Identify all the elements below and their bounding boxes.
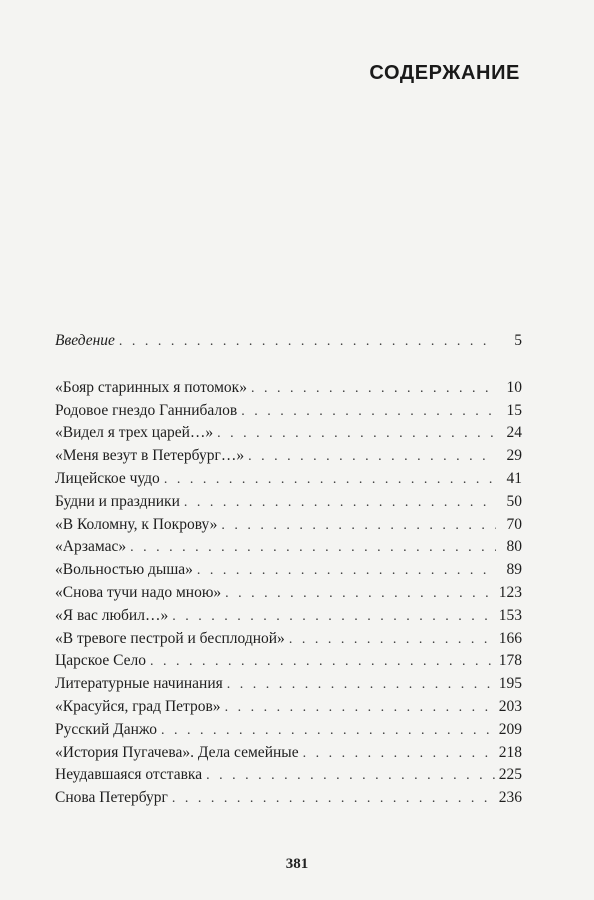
toc-entry-page: 15 <box>506 401 522 419</box>
toc-entry <box>55 400 522 423</box>
toc-entry-title: Лицейское чудо <box>55 469 160 487</box>
toc-leader-dots <box>251 378 496 401</box>
toc-entry <box>55 696 522 719</box>
toc-leader-dots <box>206 765 495 788</box>
toc-entry-title: «Меня везут в Петербург…» <box>55 447 245 465</box>
toc-entry-page: 80 <box>506 538 522 556</box>
toc-leader-dots <box>225 583 495 606</box>
toc-entry-title: «Бояр старинных я потомок» <box>55 378 247 396</box>
toc-entry <box>55 742 522 765</box>
toc-entry-page: 89 <box>506 561 522 579</box>
toc-entry-page: 236 <box>498 789 522 807</box>
toc-leader-dots <box>217 423 496 446</box>
toc-leader-dots <box>164 469 496 492</box>
toc-entry-title: «Видел я трех царей…» <box>55 424 214 442</box>
toc-entry <box>55 582 522 605</box>
toc-entry <box>55 514 522 537</box>
toc-entry <box>55 605 522 628</box>
toc-entry-page: 225 <box>498 766 522 784</box>
toc-entry-page: 166 <box>498 629 522 647</box>
toc-entry-title: «В тревоге пестрой и бесплодной» <box>55 629 285 647</box>
toc-entry <box>55 650 522 673</box>
toc-entry-title: Будни и праздники <box>55 492 180 510</box>
toc-entry-page: 195 <box>498 675 522 693</box>
toc-entry-title: Царское Село <box>55 652 147 670</box>
toc-entry <box>55 559 522 582</box>
toc-entry-page: 123 <box>498 583 522 601</box>
toc-entry-title: Введение <box>55 332 115 349</box>
toc-entry-page: 10 <box>506 378 522 396</box>
toc-leader-dots <box>303 743 495 766</box>
toc-entry-page: 24 <box>506 424 522 442</box>
toc-entry-title: Литературные начинания <box>55 675 223 693</box>
toc-leader-dots <box>289 629 495 652</box>
toc-entry <box>55 491 522 514</box>
toc-entry-page: 41 <box>506 469 522 487</box>
toc-entry <box>55 377 522 400</box>
toc-entry <box>55 787 522 810</box>
toc-entry-title: Снова Петербург <box>55 789 168 807</box>
toc-leader-dots <box>172 606 495 629</box>
toc-entry-page: 153 <box>498 606 522 624</box>
page-title: СОДЕРЖАНИЕ <box>369 62 520 84</box>
toc-entry <box>55 628 522 651</box>
toc-entry-title: Неудавшаяся отставка <box>55 766 203 784</box>
table-of-contents <box>55 330 522 810</box>
toc-entry-page: 50 <box>506 492 522 510</box>
toc-entry-title: Русский Данжо <box>55 720 157 738</box>
toc-entry-page: 5 <box>514 332 522 349</box>
toc-entry-title: «Снова тучи надо мною» <box>55 583 222 601</box>
toc-entry-title: «Красуйся, град Петров» <box>55 697 221 715</box>
toc-entry <box>55 330 522 353</box>
toc-entry-title: «История Пугачева». Дела семейные <box>55 743 299 761</box>
toc-entry-title: «Арзамас» <box>55 538 127 556</box>
toc-leader-dots <box>225 697 495 720</box>
toc-entry-page: 70 <box>506 515 522 533</box>
toc-entry <box>55 422 522 445</box>
toc-leader-dots <box>241 401 496 424</box>
toc-leader-dots <box>150 651 495 674</box>
toc-entry <box>55 673 522 696</box>
toc-entry-title: «Я вас любил…» <box>55 606 169 624</box>
toc-entry <box>55 445 522 468</box>
toc-leader-dots <box>161 720 495 743</box>
toc-leader-dots <box>119 331 496 354</box>
page-number: 381 <box>285 856 309 872</box>
toc-leader-dots <box>184 492 496 515</box>
toc-leader-dots <box>221 515 496 538</box>
toc-entry <box>55 536 522 559</box>
toc-entry-title: «Вольностью дыша» <box>55 561 193 579</box>
toc-entry-page: 29 <box>506 447 522 465</box>
toc-leader-dots <box>197 560 496 583</box>
toc-leader-dots <box>248 446 496 469</box>
toc-leader-dots <box>130 537 496 560</box>
toc-entry <box>55 468 522 491</box>
toc-entry-title: «В Коломну, к Покрову» <box>55 515 218 533</box>
toc-entry <box>55 719 522 742</box>
toc-entry-page: 218 <box>498 743 522 761</box>
toc-entry-title: Родовое гнездо Ганнибалов <box>55 401 238 419</box>
toc-entry-page: 178 <box>498 652 522 670</box>
toc-leader-dots <box>172 788 495 811</box>
toc-entry-page: 203 <box>498 697 522 715</box>
toc-entry <box>55 764 522 787</box>
toc-entry-page: 209 <box>498 720 522 738</box>
toc-leader-dots <box>227 674 495 697</box>
